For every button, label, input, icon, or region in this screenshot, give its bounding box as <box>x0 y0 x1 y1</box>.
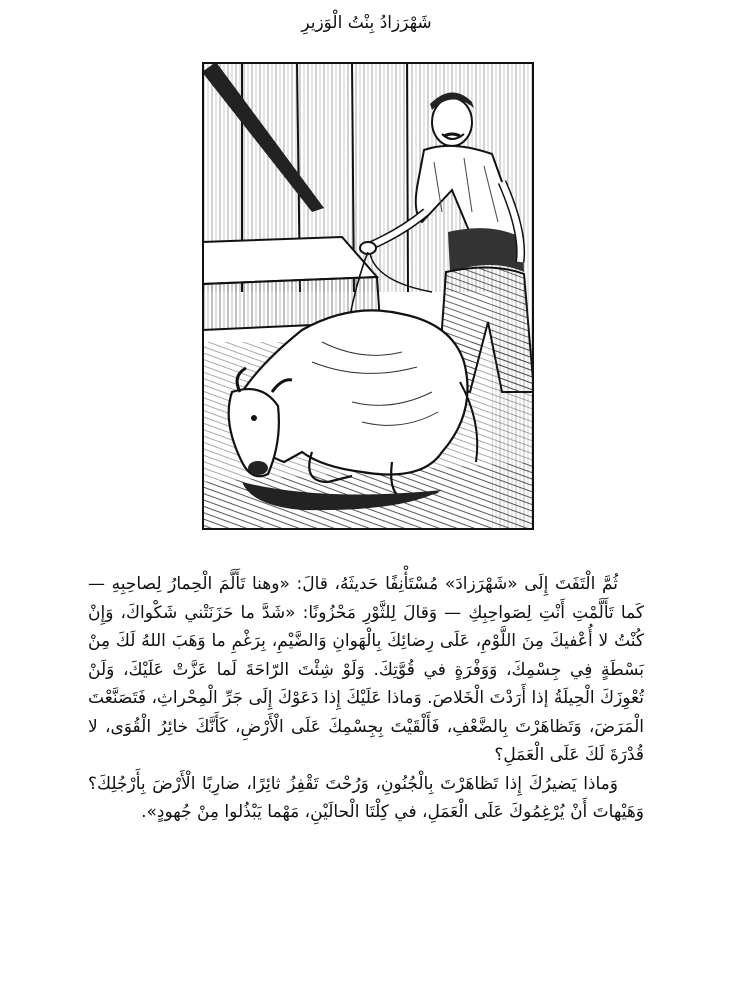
page-header: شَهْرَزادُ بِنْتُ الْوَزيرِ <box>301 13 432 33</box>
paragraph-1: ثُمَّ الْتَفَتَ إِلَى «شَهْرَزادَ» مُسْتَأْنِفًا حَديثَهُ، قالَ: «وهنا تَأَلَّمَ الْحِمارُ لِصاحِبِهِ — كَما تَأَلَّمْتِ أَنْتِ لِصَواحِبِكِ — وَقالَ لِلثَّوْرِ مَحْزُونًا: «شَدَّ ما حَزَنَتْني شَكْواكَ، وَإِنْ كُنْتُ لا أُعْفيكَ مِنَ اللَّوْمِ، عَلَى رِضائِكَ بِالْهَوانِ وَالضَّيْمِ، بِرَغْمِ ما وَهَبَ اللهُ لَكَ مِنْ بَسْطَةٍ فِي جِسْمِكَ، وَوَفْرَةٍ في قُوَّتِكَ. وَلَوْ شِئْتَ الرّاحَةَ لَما عَزَّتْ عَلَيْكَ، وَلَنْ تُعْوِزَكَ الْحِيلَةُ إذا أَرَدْتَ الْخَلاصَ. وَماذا عَلَيْكَ إِذا دَعَوْكَ إِلَى جَرِّ الْمِحْراثِ، فَتَصَنَّعْتَ الْمَرَضَ، وَتَظاهَرْتَ بِالضَّعْفِ، فَأَلْقَيْتَ بِجِسْمِكَ عَلَى الْأَرْضِ، كَأَنَّكَ خائِرُ الْقُوَى، لا قُدْرَةَ لَكَ عَلَى الْعَمَلِ؟ <box>88 574 644 765</box>
paragraph-2: وَماذا يَضيرُكَ إِذا تَظاهَرْتَ بِالْجُنُونِ، وَرُحْتَ تَقْفِزُ ثائِرًا، ضارِبًا الْأَرْضَ بِأَرْجُلِكَ؟ وَهَيْهاتَ أَنْ يُرْغِمُوكَ عَلَى الْعَمَلِ، في كِلْتَا الْحالَيْنِ، مَهْما يَبْذُلوا مِنْ جُهودٍ». <box>88 773 644 822</box>
ox-and-donkey-stable-illustration <box>202 62 534 530</box>
story-text <box>88 570 644 827</box>
